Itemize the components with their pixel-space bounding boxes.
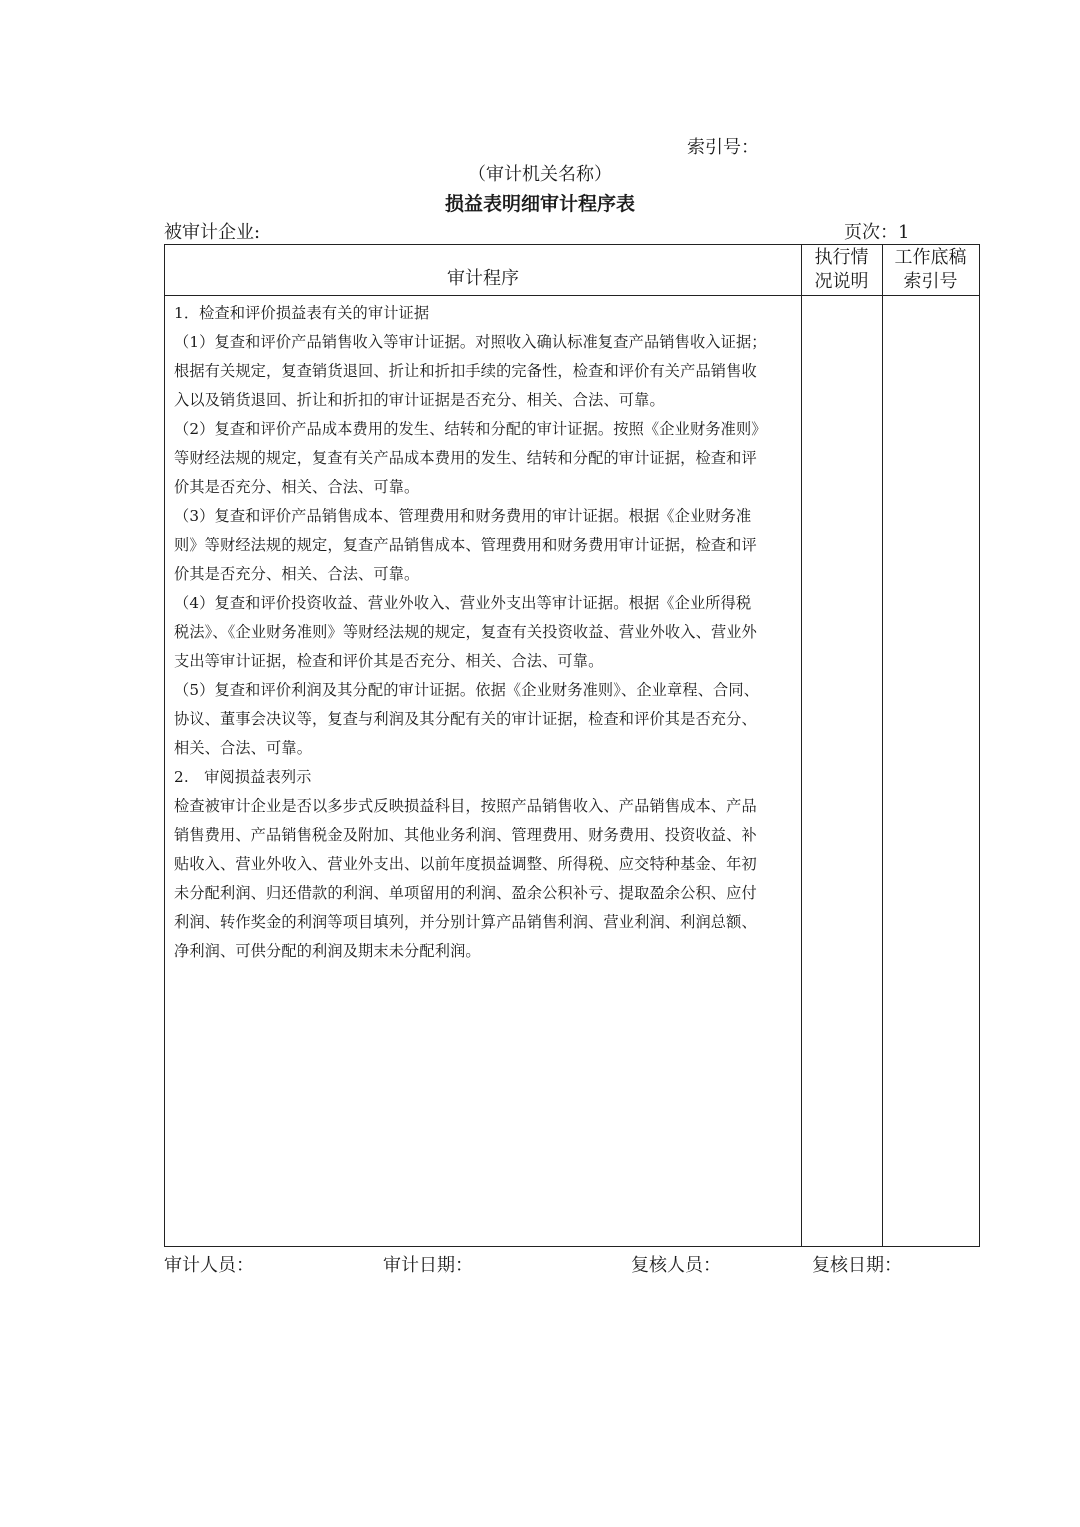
page-number-label: 页次：1 <box>844 222 910 243</box>
reviewer-label: 复核人员： <box>631 1255 721 1276</box>
audit-procedure-table <box>164 244 980 1247</box>
procedure-line: 价其是否充分、相关、合法、可靠。 <box>174 565 420 583</box>
procedure-line: 净利润、可供分配的利润及期末未分配利润。 <box>174 942 481 960</box>
procedure-line: 价其是否充分、相关、合法、可靠。 <box>174 478 420 496</box>
procedure-line: （5）复查和评价利润及其分配的审计证据。依据《企业财务准则》、企业章程、合同、 <box>174 681 760 699</box>
procedure-line: 利润、转作奖金的利润等项目填列，并分别计算产品销售利润、营业利润、利润总额、 <box>174 913 757 931</box>
procedure-line: 未分配利润、归还借款的利润、单项留用的利润、盈余公积补亏、提取盈余公积、应付 <box>174 884 757 902</box>
header-divider <box>165 295 979 296</box>
procedure-line: 贴收入、营业外收入、营业外支出、以前年度损益调整、所得税、应交特种基金、年初 <box>174 855 757 873</box>
procedure-line: 协议、董事会决议等，复查与利润及其分配有关的审计证据，检查和评价其是否充分、 <box>174 710 757 728</box>
audit-organization-name: （审计机关名称） <box>468 164 612 185</box>
index-number-label: 索引号： <box>687 137 759 158</box>
column-header-line: 工作底稿 <box>894 247 967 268</box>
procedure-line: （3）复查和评价产品销售成本、管理费用和财务费用的审计证据。根据《企业财务准 <box>174 507 752 525</box>
column-header-line: 执行情 <box>814 247 869 268</box>
procedure-line: 税法》、《企业财务准则》等财经法规的规定，复查有关投资收益、营业外收入、营业外 <box>174 623 757 641</box>
procedure-line: 检查被审计企业是否以多步式反映损益科目，按照产品销售收入、产品销售成本、产品 <box>174 797 757 815</box>
review-date-label: 复核日期： <box>812 1255 902 1276</box>
column-divider <box>882 245 883 1246</box>
form-title: 损益表明细审计程序表 <box>444 193 635 215</box>
procedure-line: 相关、合法、可靠。 <box>174 739 313 757</box>
column-header-procedure: 审计程序 <box>447 268 519 289</box>
procedure-line: 则》等财经法规的规定，复查产品销售成本、管理费用和财务费用审计证据，检查和评 <box>174 536 757 554</box>
column-header-execution-notes <box>801 246 882 294</box>
procedure-line: （4）复查和评价投资收益、营业外收入、营业外支出等审计证据。根据《企业所得税 <box>174 594 752 612</box>
procedure-line: 支出等审计证据，检查和评价其是否充分、相关、合法、可靠。 <box>174 652 604 670</box>
procedure-line: 2. 审阅损益表列示 <box>174 768 312 786</box>
audited-company-label: 被审计企业: <box>164 222 261 243</box>
auditor-label: 审计人员： <box>164 1255 254 1276</box>
column-header-line: 况说明 <box>814 271 869 292</box>
procedure-line: 入以及销货退回、折让和折扣的审计证据是否充分、相关、合法、可靠。 <box>174 391 665 409</box>
column-divider <box>801 245 802 1246</box>
procedure-line: 1．检查和评价损益表有关的审计证据 <box>174 304 430 322</box>
procedure-line: 等财经法规的规定，复查有关产品成本费用的发生、结转和分配的审计证据，检查和评 <box>174 449 757 467</box>
column-header-line: 索引号 <box>903 271 958 292</box>
procedure-line: （2）复查和评价产品成本费用的发生、结转和分配的审计证据。按照《企业财务准则》 <box>174 420 767 438</box>
procedure-line: 销售费用、产品销售税金及附加、其他业务利润、管理费用、财务费用、投资收益、补 <box>174 826 757 844</box>
procedure-text <box>174 299 798 966</box>
procedure-line: 根据有关规定，复查销货退回、折让和折扣手续的完备性，检查和评价有关产品销售收 <box>174 362 757 380</box>
column-header-workpaper-index <box>882 246 979 294</box>
procedure-line: （1）复查和评价产品销售收入等审计证据。对照收入确认标准复查产品销售收入证据； <box>174 333 767 351</box>
audit-date-label: 审计日期： <box>383 1255 473 1276</box>
